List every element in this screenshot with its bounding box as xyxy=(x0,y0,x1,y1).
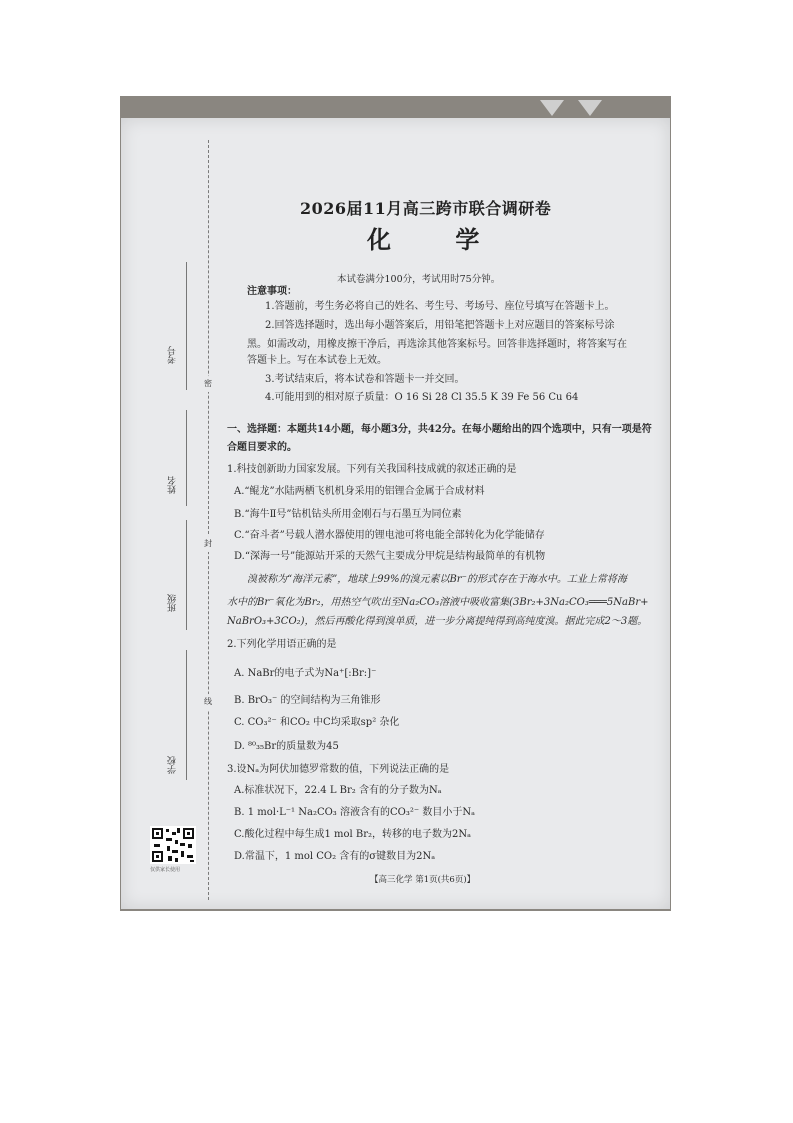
qr-code-icon xyxy=(150,826,196,864)
question-3-option: D.常温下，1 mol CO₂ 含有的σ键数目为2Nₐ xyxy=(234,851,436,862)
binding-dashed-line xyxy=(208,140,209,900)
passage-line: 溴被称为“海洋元素”，地球上99%的溴元素以Br⁻的形式存在于海水中。工业上常将海 xyxy=(247,574,627,585)
question-1-option: B.“海牛Ⅱ号”钻机钻头所用金刚石与石墨互为同位素 xyxy=(234,509,462,520)
field-school-line xyxy=(186,650,187,780)
seal-xian: 线 xyxy=(200,694,216,710)
passage-line: NaBrO₃+3CO₂)，然后再酸化得到溴单质，进一步分离提纯得到高纯度溴。据此完成2～3题。 xyxy=(227,616,648,627)
notes-line: 2.回答选择题时，选出每小题答案后，用铅笔把答题卡上对应题目的答案标号涂 xyxy=(265,320,615,331)
field-school-label: 学校 xyxy=(168,756,178,774)
question-2-option: B. BrO₃⁻ 的空间结构为三角锥形 xyxy=(234,695,381,706)
score-line: 本试卷满分100分，考试用时75分钟。 xyxy=(337,274,501,285)
passage-line: 水中的Br⁻氧化为Br₂，用热空气吹出至Na₂CO₃溶液中吸收富集(3Br₂+3Na₂CO₃═══5NaBr+ xyxy=(227,597,649,608)
notes-line: 1.答题前，考生务必将自己的姓名、考生号、考场号、座位号填写在答题卡上。 xyxy=(265,301,615,312)
field-name-label: 姓名 xyxy=(168,476,178,494)
question-1-stem: 1.科技创新助力国家发展。下列有关我国科技成就的叙述正确的是 xyxy=(227,464,517,475)
section-header-cont: 合题目要求的。 xyxy=(227,442,297,453)
field-exam-number-label: 考号 xyxy=(168,346,178,364)
question-3-stem: 3.设Nₐ为阿伏加德罗常数的值，下列说法正确的是 xyxy=(227,764,450,775)
question-2-option: A. NaBr的电子式为Na⁺[:Br:]⁻ xyxy=(234,668,377,679)
field-exam-number-line xyxy=(186,262,187,390)
qr-note: 仅供家长使用 xyxy=(150,867,181,873)
field-class-label: 班级 xyxy=(168,594,178,612)
notes-heading: 注意事项： xyxy=(247,286,297,297)
question-1-option: D.“深海一号”能源站开采的天然气主要成分甲烷是结构最简单的有机物 xyxy=(234,551,546,562)
seal-mi: 密 xyxy=(200,376,216,392)
question-1-option: C.“奋斗者”号载人潜水器使用的锂电池可将电能全部转化为化学能储存 xyxy=(234,530,545,541)
field-class-line xyxy=(186,520,187,630)
notes-line: 4.可能用到的相对原子质量：O 16 Si 28 Cl 35.5 K 39 Fe 56 Cu 64 xyxy=(265,392,579,403)
question-2-stem: 2.下列化学用语正确的是 xyxy=(227,639,337,650)
section-header: 一、选择题：本题共14小题，每小题3分，共42分。在每小题给出的四个选项中，只有一项是符 xyxy=(227,424,652,435)
field-name-line xyxy=(186,410,187,506)
notes-line: 答题卡上。写在本试卷上无效。 xyxy=(247,355,387,366)
exam-subject: 化 学 xyxy=(367,225,508,254)
page-footer: 【高三化学 第1页(共6页)】 xyxy=(370,875,476,885)
notes-line: 黑。如需改动，用橡皮擦干净后，再选涂其他答案标号。回答非选择题时，将答案写在 xyxy=(247,339,627,350)
question-3-option: C.酸化过程中每生成1 mol Br₂，转移的电子数为2Nₐ xyxy=(234,829,472,840)
question-3-option: A.标准状况下，22.4 L Br₂ 含有的分子数为Nₐ xyxy=(234,785,442,796)
stain-marks xyxy=(538,98,608,120)
question-1-option: A.“鲲龙”水陆两栖飞机机身采用的铝锂合金属于合成材料 xyxy=(234,486,485,497)
question-2-option: D. ⁸⁰₃₅Br的质量数为45 xyxy=(234,741,339,752)
question-2-option: C. CO₃²⁻ 和CO₂ 中C均采取sp² 杂化 xyxy=(234,717,400,728)
exam-title: 2026届11月高三跨市联合调研卷 xyxy=(300,199,552,218)
seal-feng: 封 xyxy=(200,536,216,552)
notes-line: 3.考试结束后，将本试卷和答题卡一并交回。 xyxy=(265,374,465,385)
question-3-option: B. 1 mol·L⁻¹ Na₂CO₃ 溶液含有的CO₃²⁻ 数目小于Nₐ xyxy=(234,807,475,818)
